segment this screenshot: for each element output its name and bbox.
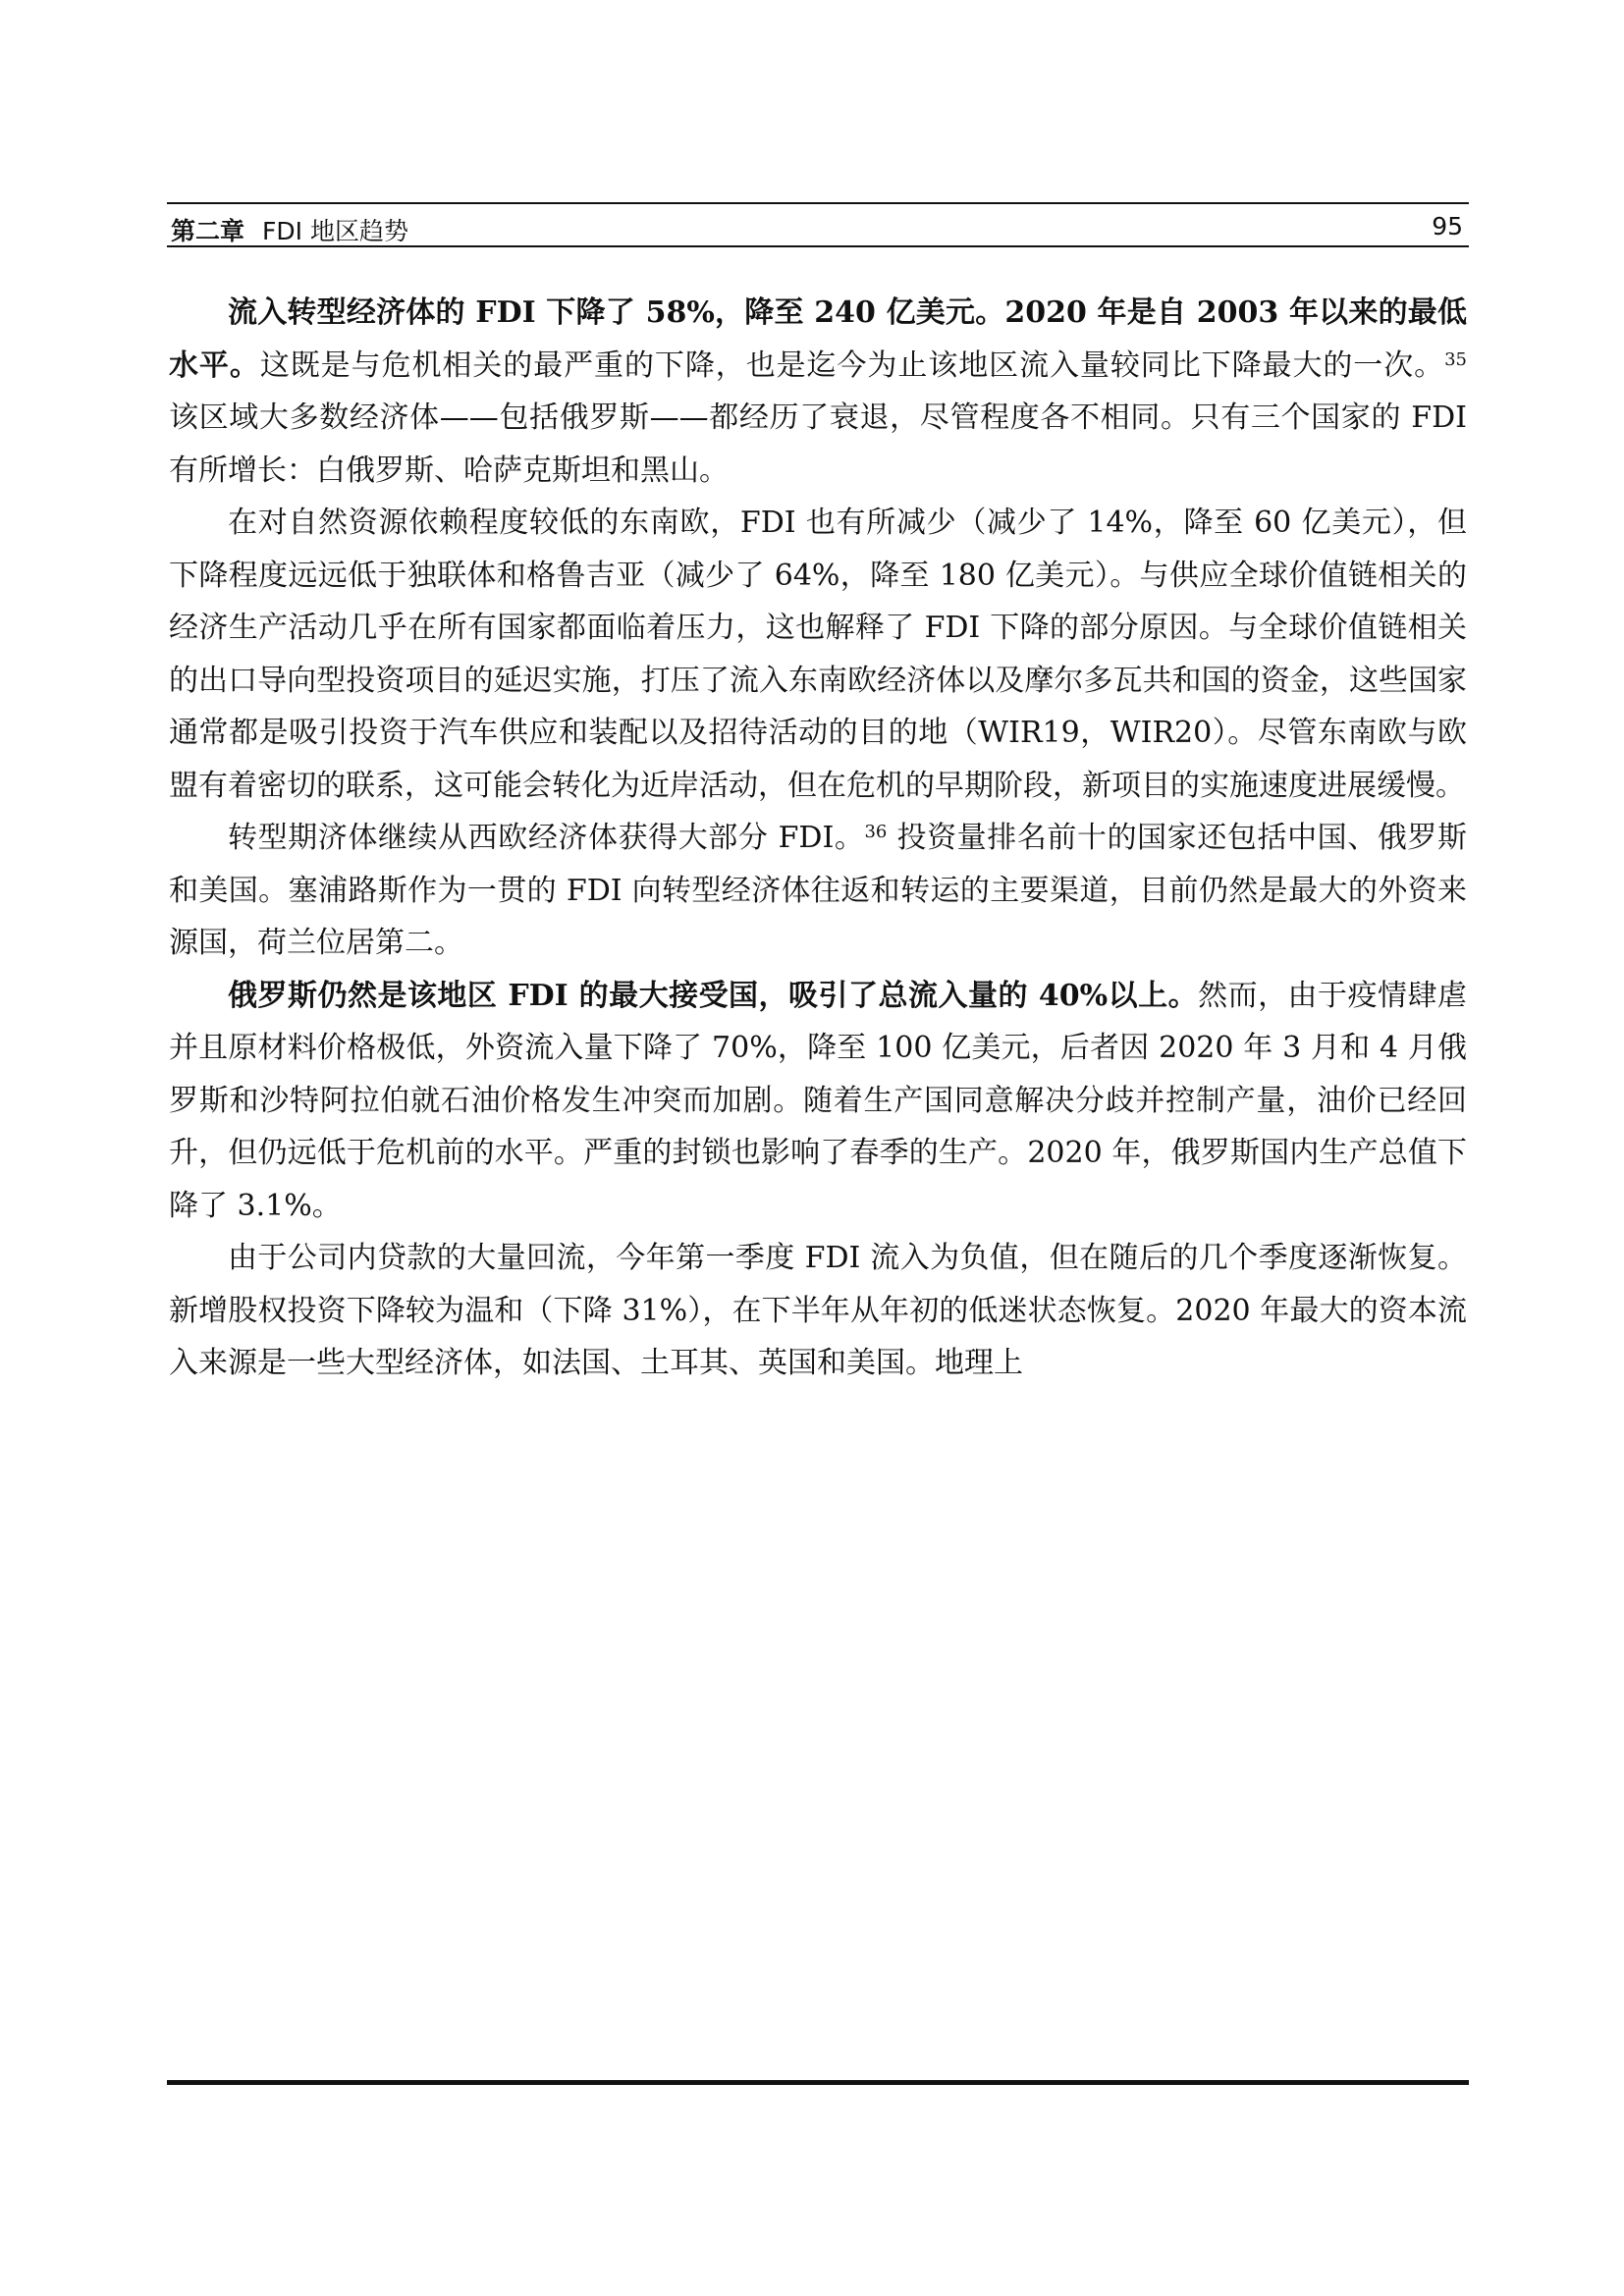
paragraph-1-text-a: 这既是与危机相关的最严重的下降，也是迄今为止该地区流入量较同比下降最大的一次。: [259, 347, 1445, 383]
chapter-title: [171, 212, 408, 247]
footnote-ref-35[interactable]: 35: [1444, 348, 1468, 370]
footer-rule: [167, 2080, 1469, 2085]
paragraph-4-text: 然而，由于疫情肆虐并且原材料价格极低，外资流入量下降了 70%，降至 100 亿美元，后者因 2020 年 3 月和 4 月俄罗斯和沙特阿拉伯就石油价格发生冲突而加剧。随着生产国同意解决分歧并控制产量，油价已经回升，但仍远低于危机前的水平。严重的封锁也影响了春季的生产。2020 年，俄罗斯国内生产总值下降了 3.1%。: [169, 978, 1468, 1223]
running-header: [167, 202, 1469, 247]
page-number: 95: [1432, 212, 1463, 240]
body-text: [169, 287, 1467, 1390]
chapter-number: 第二章: [171, 217, 245, 245]
footnote-ref-36[interactable]: 36: [864, 822, 888, 842]
section-title: FDI 地区趋势: [262, 217, 408, 245]
paragraph-1: [169, 287, 1467, 497]
paragraph-1-lead: 流入转型经济体的 FDI 下降了 58%，降至 240 亿美元。2020 年是自 2003 年以来的最低水平。: [169, 295, 1467, 383]
paragraph-3-text-a: 转型期济体继续从西欧经济体获得大部分 FDI。: [228, 821, 865, 855]
paragraph-5: 由于公司内贷款的大量回流，今年第一季度 FDI 流入为负值，但在随后的几个季度逐渐恢复。新增股权投资下降较为温和（下降 31%），在下半年从年初的低迷状态恢复。2020 年最大的资本流入来源是一些大型经济体，如法国、土耳其、英国和美国。地理上: [169, 1241, 1467, 1380]
paragraph-3-text-b: 投资量排名前十的国家还包括中国、俄罗斯和美国。塞浦路斯作为一贯的 FDI 向转型经济体往返和转运的主要渠道，目前仍然是最大的外资来源国，荷兰位居第二。: [169, 821, 1467, 960]
paragraph-4: [169, 970, 1467, 1233]
paragraph-4-lead: 俄罗斯仍然是该地区 FDI 的最大接受国，吸引了总流入量的 40%以上。: [228, 978, 1199, 1013]
paragraph-2: 在对自然资源依赖程度较低的东南欧，FDI 也有所减少（减少了 14%，降至 60 亿美元），但下降程度远远低于独联体和格鲁吉亚（减少了 64%，降至 180 亿美元）。与供应全球价值链相关的经济生产活动几乎在所有国家都面临着压力，这也解释了 FDI 下降的部分原因。与全球价值链相关的出口导向型投资项目的延迟实施，打压了流入东南欧经济体以及摩尔多瓦共和国的资金，这些国家通常都是吸引投资于汽车供应和装配以及招待活动的目的地（WIR19，WIR20）。尽管东南欧与欧盟有着密切的联系，这可能会转化为近岸活动，但在危机的早期阶段，新项目的实施速度进展缓慢。: [169, 506, 1467, 803]
paragraph-3: [169, 812, 1467, 970]
paragraph-1-text-b: 该区域大多数经济体——包括俄罗斯——都经历了衰退，尽管程度各不相同。只有三个国家的 FDI 有所增长：白俄罗斯、哈萨克斯坦和黑山。: [169, 400, 1467, 488]
